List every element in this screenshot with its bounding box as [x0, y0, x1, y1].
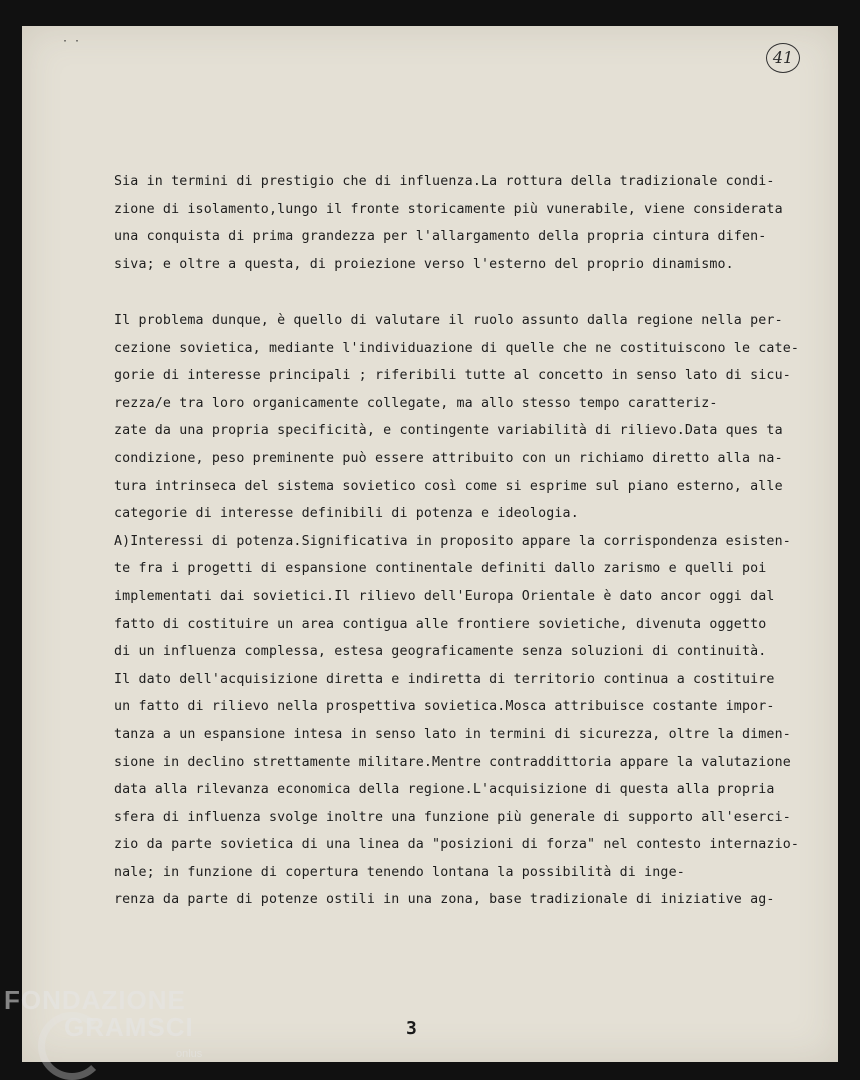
- text-line: nale; in funzione di copertura tenendo lontana la possibilità di inge-: [114, 864, 685, 880]
- text-line: Il problema dunque, è quello di valutare il ruolo assunto dalla regione nella per-: [114, 313, 783, 328]
- text-line: fatto di costituire un area contigua alle frontiere sovietiche, divenuta oggetto: [114, 616, 767, 632]
- text-line: rezza/e tra loro organicamente collegate, ma allo stesso tempo caratteriz-: [114, 395, 718, 411]
- watermark-suffix: onlus: [176, 1048, 203, 1060]
- paragraph-1: [114, 168, 824, 278]
- text-line: cezione sovietica, mediante l'individuazione di quelle che ne costituiscono le cate-: [114, 340, 800, 356]
- text-line: Il dato dell'acquisizione diretta e indiretta di territorio continua a costituire: [114, 671, 775, 687]
- text-line: zio da parte sovietica di una linea da "posizioni di forza" nel contesto internazio-: [114, 837, 800, 853]
- circled-page-number: 41: [766, 43, 800, 73]
- text-line: A)Interessi di potenza.Significativa in proposito appare la corrispondenza esisten-: [114, 533, 791, 549]
- text-line: Sia in termini di prestigio che di influenza.La rottura della tradizionale condi-: [114, 174, 775, 189]
- text-line: gorie di interesse principali ; riferibili tutte al concetto in senso lato di sicu-: [114, 368, 791, 384]
- margin-marks: · ·: [62, 36, 81, 47]
- watermark-line1: FONDAZIONE: [4, 985, 186, 1015]
- watermark-logo: [4, 985, 203, 1060]
- text-line: tura intrinseca del sistema sovietico così come si esprime sul piano esterno, alle: [114, 478, 783, 494]
- text-line: zate da una propria specificità, e contingente variabilità di rilievo.Data ques ta: [114, 423, 783, 439]
- text-line: data alla rilevanza economica della regione.L'acquisizione di questa alla propria: [114, 782, 775, 798]
- text-line: categorie di interesse definibili di potenza e ideologia.: [114, 506, 579, 522]
- text-line: di un influenza complessa, estesa geograficamente senza soluzioni di continuità.: [114, 644, 767, 660]
- text-line: renza da parte di potenze ostili in una zona, base tradizionale di iniziative ag-: [114, 892, 775, 908]
- text-line: sione in declino strettamente militare.Mentre contraddittoria appare la valutazione: [114, 754, 791, 770]
- logo-ring-icon: [38, 1012, 106, 1080]
- text-line: tanza a un espansione intesa in senso lato in termini di sicurezza, oltre la dimen-: [114, 726, 791, 742]
- text-line: siva; e oltre a questa, di proiezione verso l'esterno del proprio dinamismo.: [114, 256, 734, 272]
- text-line: una conquista di prima grandezza per l'allargamento della propria cintura difen-: [114, 229, 767, 245]
- text-line: zione di isolamento,lungo il fronte storicamente più vunerabile, viene considerata: [114, 201, 783, 217]
- folio-number: 3: [406, 1018, 417, 1039]
- document-page: [22, 26, 838, 1062]
- text-line: un fatto di rilievo nella prospettiva sovietica.Mosca attribuisce costante impor-: [114, 699, 775, 715]
- text-line: implementati dai sovietici.Il rilievo dell'Europa Orientale è dato ancor oggi dal: [114, 588, 775, 604]
- text-line: sfera di influenza svolge inoltre una funzione più generale di supporto all'eserci-: [114, 809, 791, 825]
- text-line: condizione, peso preminente può essere attribuito con un richiamo diretto alla na-: [114, 450, 783, 466]
- text-line: te fra i progetti di espansione continentale definiti dallo zarismo e quelli poi: [114, 561, 767, 577]
- paragraph-2: [114, 307, 824, 914]
- watermark-line2: GRAMSCI: [64, 1012, 194, 1042]
